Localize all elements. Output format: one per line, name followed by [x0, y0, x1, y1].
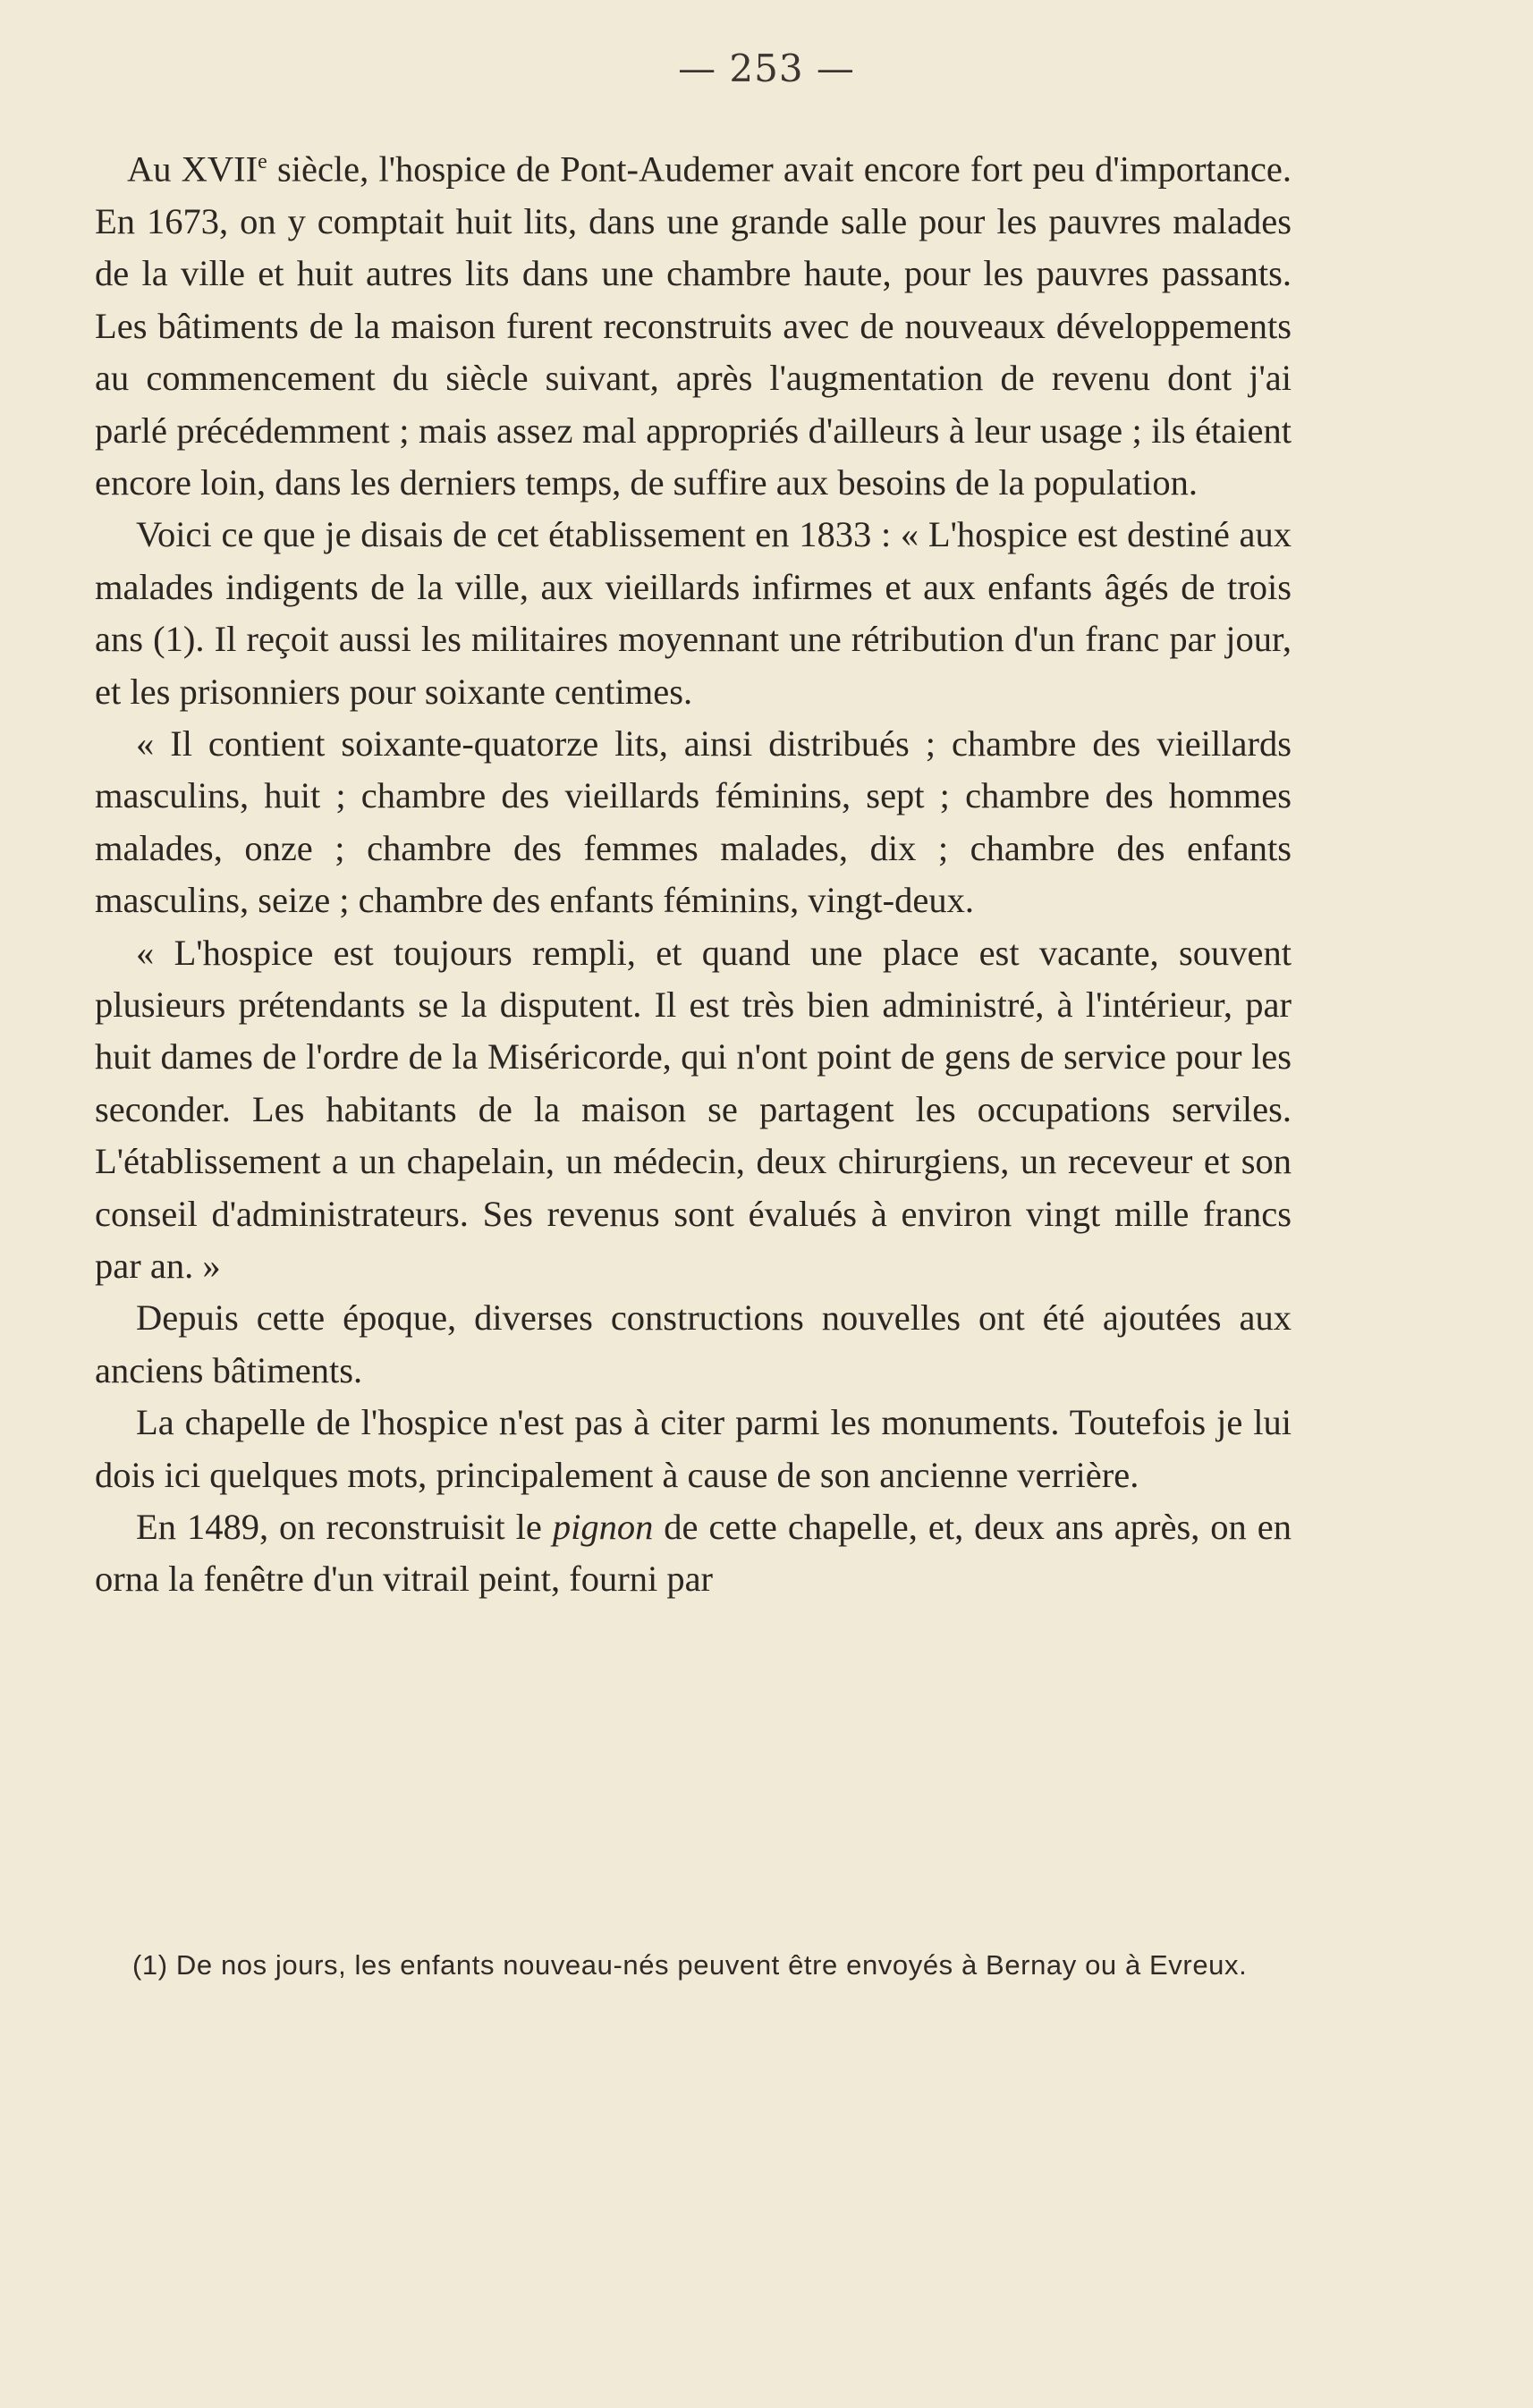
- paragraph-stained-glass: [95, 1501, 1292, 1606]
- paragraph-lead: En 1489, on reconstruisit le: [136, 1507, 553, 1548]
- italic-word: pignon: [552, 1507, 654, 1548]
- century-prefix: Au XVII: [127, 148, 258, 190]
- paragraph-administration: « L'hospice est toujours rempli, et quand une place est vacante, souvent plusieurs prétendants se la disputent. Il est très bien administré, à l'intérieur, par huit dames de l'ordre de la Miséricorde, qui n'ont point de gens de service pour les seconder. Les habitants de la maison se partagent les occupations serviles. L'établissement a un chapelain, un médecin, deux chirurgiens, un receveur et son conseil d'administrateurs. Ses revenus sont évalués à environ vingt mille francs par an. »: [95, 932, 1292, 1287]
- paragraph-new-constructions: Depuis cette époque, diverses constructions nouvelles ont été ajoutées aux anciens bâtiments.: [95, 1297, 1292, 1390]
- footnote: [95, 1943, 1292, 1988]
- footnote-text: (1) De nos jours, les enfants nouveau-nés peuvent être envoyés à Bernay ou à Evreux.: [132, 1949, 1248, 1981]
- century-superscript: e: [258, 150, 267, 173]
- paragraph-1833-description: Voici ce que je disais de cet établissement en 1833 : « L'hospice est destiné aux malades indigents de la ville, aux vieillards infirmes et aux enfants âgés de trois ans (1). Il reçoit aussi les militaires moyennant une rétribution d'un franc par jour, et les prisonniers pour soixante centimes.: [95, 514, 1292, 712]
- paragraph-text: de cette chapelle, et, deux ans après, on en orna la fenêtre d'un vitrail peint, fourni par: [95, 1507, 1292, 1600]
- paragraph-chapel: La chapelle de l'hospice n'est pas à citer parmi les monuments. Toutefois je lui dois ici quelques mots, principalement à cause de son ancienne verrière.: [95, 1402, 1292, 1495]
- paragraph-bed-distribution: « Il contient soixante-quatorze lits, ainsi distribués ; chambre des vieillards masculins, huit ; chambre des vieillards féminins, sept ; chambre des hommes malades, onze ; chambre des femmes malades, dix ; chambre des enfants masculins, seize ; chambre des enfants féminins, vingt-deux.: [95, 722, 1292, 921]
- paragraph-hospice-history: [95, 136, 1292, 509]
- page-number: — 253 —: [678, 46, 855, 90]
- paragraph-text: siècle, l'hospice de Pont-Audemer avait encore fort peu d'importance. En 1673, on y comptait huit lits, dans une grande salle pour les pauvres malades de la ville et huit autres lits dans une chambre haute, pour les pauvres passants. Les bâtiments de la maison furent reconstruits avec de nouveaux développements au commencement du siècle suivant, après l'augmentation de revenu dont j'ai parlé précédemment ; mais assez mal appropriés d'ailleurs à leur usage ; ils étaient encore loin, dans les derniers temps, de suffire aux besoins de la population.: [95, 148, 1292, 503]
- main-text: [95, 136, 1292, 1606]
